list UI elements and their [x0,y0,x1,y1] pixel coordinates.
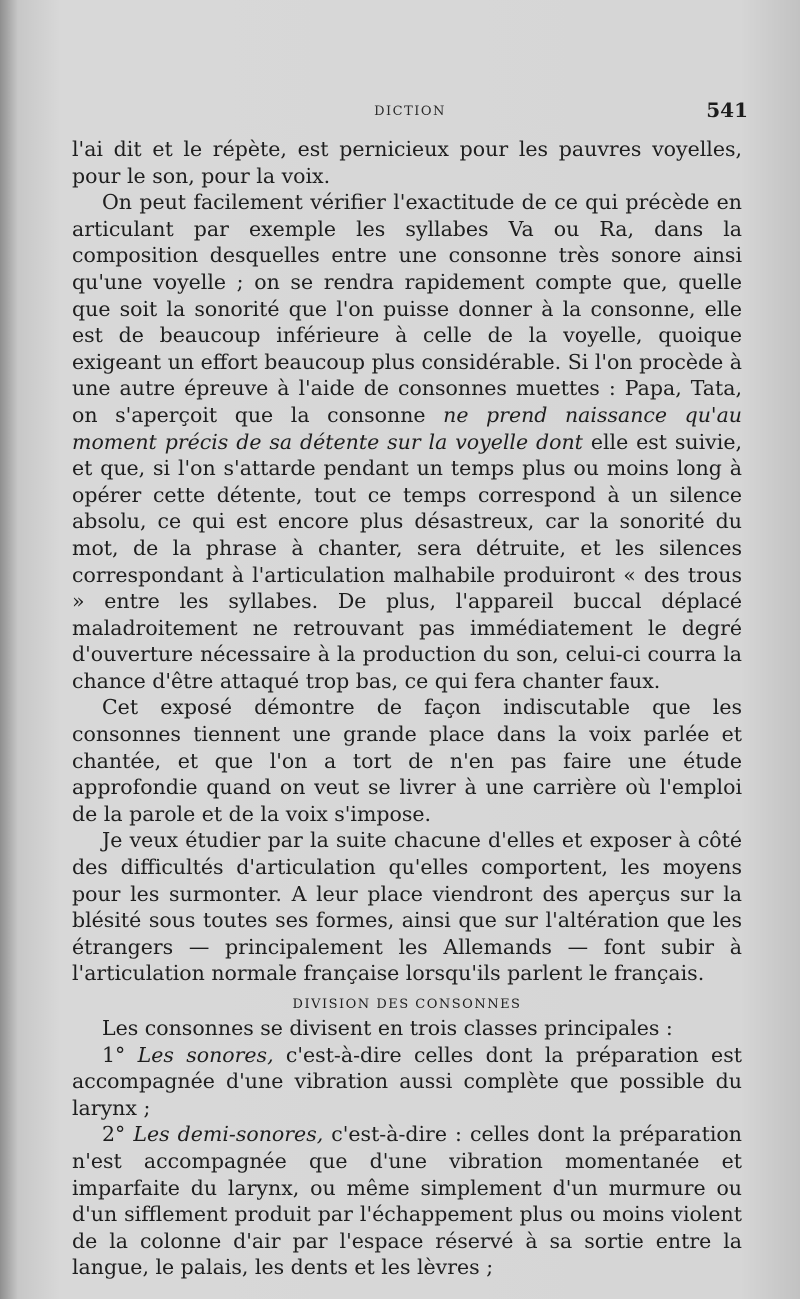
section-intro: Les consonnes se divisent en trois classes principales : [102,1016,673,1040]
item-text: c'est-à-dire : celles dont la préparation n'est accompagnée que d'une vibration momentanée et imparfaite du larynx, ou même simplement d'un murmure ou d'un sifflement produit par l'échappement plus ou moins violent de la colonne d'air par l'espace réservé à sa sortie entre la langue, le palais, les dents et les lèvres ; [72,1122,742,1280]
running-head: DICTION [374,104,446,119]
paragraph-2-italic: ne prend naissance qu'au moment précis de sa détente sur la voyelle dont [72,402,742,454]
list-item [72,1121,742,1281]
item-number: 2° [102,1122,126,1147]
item-text: c'est-à-dire celles dont la préparation est accompagnée d'une vibration aussi complète que possible du larynx ; [72,1042,742,1120]
paragraph-4: Je veux étudier par la suite chacune d'elles et exposer à côté des difficultés d'articulation qu'elles comportent, les moyens pour les surmonter. A leur place viendront des aperçus sur la blésité sous toutes ses formes, ainsi que sur l'altération que les étrangers — principalement les Allemands — font subir à l'articulation normale française lorsqu'ils parlent le français. [72,828,742,986]
paragraph-2-part-b: elle est suivie, et que, si l'on s'attarde pendant un temps plus ou moins long à opérer cette détente, tout ce temps correspond à un silence absolu, ce qui est encore plus désastreux, car la sonorité du mot, de la phrase à chanter, sera détruite, et les silences correspondant à l'articulation malhabile produiront « des trous » entre les syllabes. De plus, l'appareil buccal déplacé maladroitement ne retrouvant pas immédiatement le degré d'ouverture nécessaire à la production du son, celui-ci courra la chance d'être attaqué trop bas, ce qui fera chanter faux. [72,429,742,693]
page-number: 541 [706,98,748,122]
paragraph-2-part-a: On peut facilement vérifier l'exactitude de ce qui précède en articulant par exemple les syllabes Va ou Ra, dans la composition desquelles entre une consonne très sonore ainsi qu'une voyelle ; on se rendra rapidement compte que, quelle que soit la sonorité que l'on puisse donner à la consonne, elle est de beaucoup inférieure à celle de la voyelle, quoique exigeant un effort beaucoup plus considérable. Si l'on procède à une autre épreuve à l'aide de consonnes muettes : Papa, Tata, on s'aperçoit que la consonne [72,190,742,427]
list-item [72,1042,742,1122]
section-title: DIVISION DES CONSONNES [292,997,522,1012]
paragraph-2 [72,189,742,694]
paragraph-3: Cet exposé démontre de façon indiscutable que les consonnes tiennent une grande place dans la voix parlée et chantée, et que l'on a tort de n'en pas faire une étude approfondie quand on veut se livrer à une carrière où l'emploi de la parole et de la voix s'impose. [72,695,742,826]
paragraph-1: l'ai dit et le répète, est pernicieux pour les pauvres voyelles, pour le son, pour la voix. [72,137,742,188]
page-header [72,98,748,128]
item-number: 1° [102,1042,126,1067]
text-block [72,136,742,1281]
item-term: Les sonores, [137,1042,274,1067]
item-term: Les demi-sonores, [133,1122,324,1147]
